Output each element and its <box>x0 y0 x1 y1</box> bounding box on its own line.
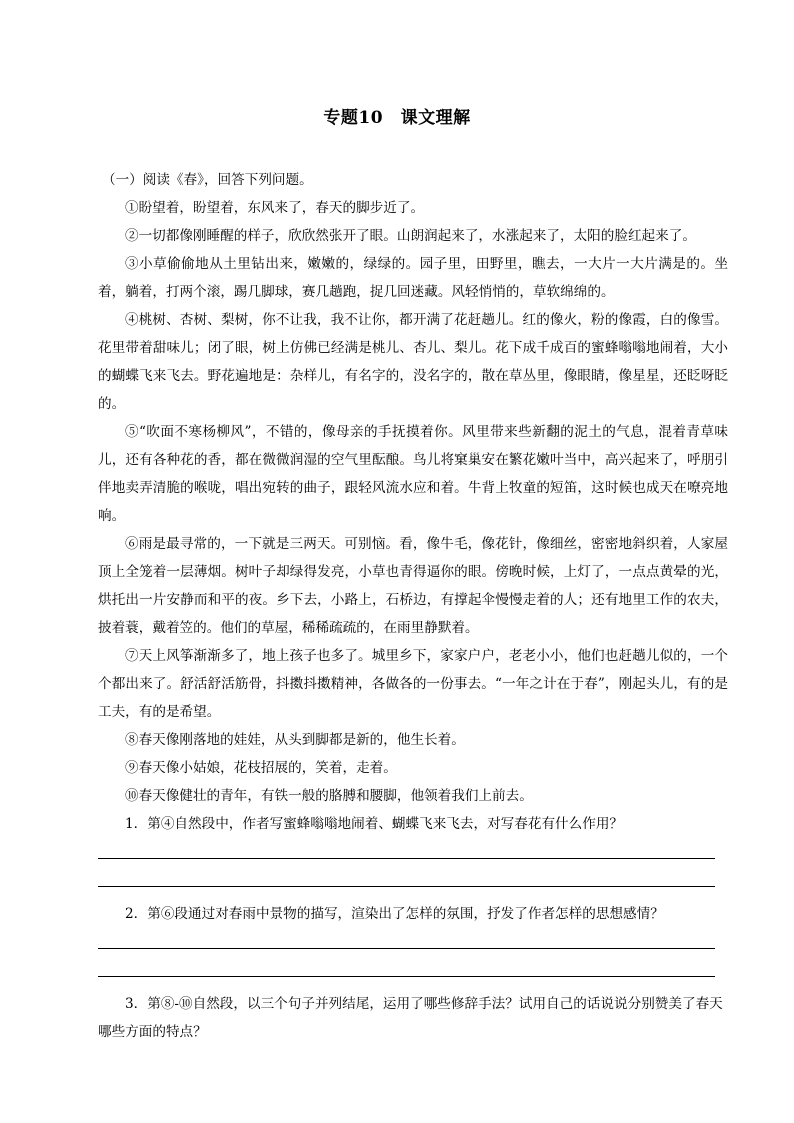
question-2: 2．第⑥段通过对春雨中景物的描写，渲染出了怎样的氛围，抒发了作者怎样的思想感情？ <box>125 906 664 922</box>
paragraph-4: ④桃树、杏树、梨树，你不让我，我不让你，都开满了花赶趟儿。红的像火，粉的像霞，白的像雪。花里带着甜味儿；闭了眼，树上仿佛已经满是桃儿、杏儿、梨儿。花下成千成百的蜜蜂嗡嗡地闹着，大小的蝴蝶飞来飞去。野花遍地是：杂样儿，有名字的，没名字的，散在草丛里，像眼睛，像星星，还眨呀眨的。 <box>98 312 728 412</box>
paragraph-2: ②一切都像刚睡醒的样子，欣欣然张开了眼。山朗润起来了，水涨起来了，太阳的脸红起来了。 <box>125 228 696 244</box>
paragraph-1: ①盼望着，盼望着，东风来了，春天的脚步近了。 <box>125 200 425 216</box>
question-2-block <box>98 900 728 990</box>
paragraph-3: ③小草偷偷地从土里钻出来，嫩嫩的，绿绿的。园子里，田野里，瞧去，一大片一大片满是的。坐着，躺着，打两个滚，踢几脚球，赛几趟跑，捉几回迷藏。风轻悄悄的，草软绵绵的。 <box>98 256 728 300</box>
question-1: 1．第④自然段中，作者写蜜蜂嗡嗡地闹着、蝴蝶飞来飞去，对写春花有什么作用？ <box>125 816 624 832</box>
paragraph-5: ⑤“吹面不寒杨柳风”，不错的，像母亲的手抚摸着你。风里带来些新翻的泥土的气息，混着青草味儿，还有各种花的香，都在微微润湿的空气里酝酿。鸟儿将窠巢安在繁花嫩叶当中，高兴起来了，呼朋引伴地卖弄清脆的喉咙，唱出宛转的曲子，跟轻风流水应和着。牛背上牧童的短笛，这时候也成天在嘹亮地响。 <box>98 424 728 524</box>
question-3: 3．第⑧-⑩自然段，以三个句子并列结尾，运用了哪些修辞手法？试用自己的话说说分别赞美了春天哪些方面的特点？ <box>98 996 723 1040</box>
paragraph-6: ⑥雨是最寻常的，一下就是三两天。可别恼。看，像牛毛，像花针，像细丝，密密地斜织着，人家屋顶上全笼着一层薄烟。树叶子却绿得发亮，小草也青得逼你的眼。傍晚时候，上灯了，一点点黄晕的光，烘托出一片安静而和平的夜。乡下去，小路上，石桥边，有撑起伞慢慢走着的人；还有地里工作的农夫，披着蓑，戴着笠的。他们的草屋，稀稀疏疏的，在雨里静默着。 <box>98 536 728 636</box>
question-1-block <box>98 810 728 900</box>
question-3-block <box>98 990 728 1046</box>
paragraph-8: ⑧春天像刚落地的娃娃，从头到脚都是新的，他生长着。 <box>125 732 465 748</box>
paragraph-7: ⑦天上风筝渐渐多了，地上孩子也多了。城里乡下，家家户户，老老小小，他们也赶趟儿似的，一个个都出来了。舒活舒活筋骨，抖擞抖擞精神，各做各的一份事去。“一年之计在于春”，刚起头儿，有的是工夫，有的是希望。 <box>98 648 728 720</box>
paragraph-10: ⑩春天像健壮的青年，有铁一般的胳膊和腰脚，他领着我们上前去。 <box>125 788 533 804</box>
paragraph-9: ⑨春天像小姑娘，花枝招展的，笑着，走着。 <box>125 760 397 776</box>
reading-section <box>98 168 728 1046</box>
page-title: 专题10 课文理解 <box>323 108 471 128</box>
section-intro: （一）阅读《春》，回答下列问题。 <box>102 172 313 188</box>
